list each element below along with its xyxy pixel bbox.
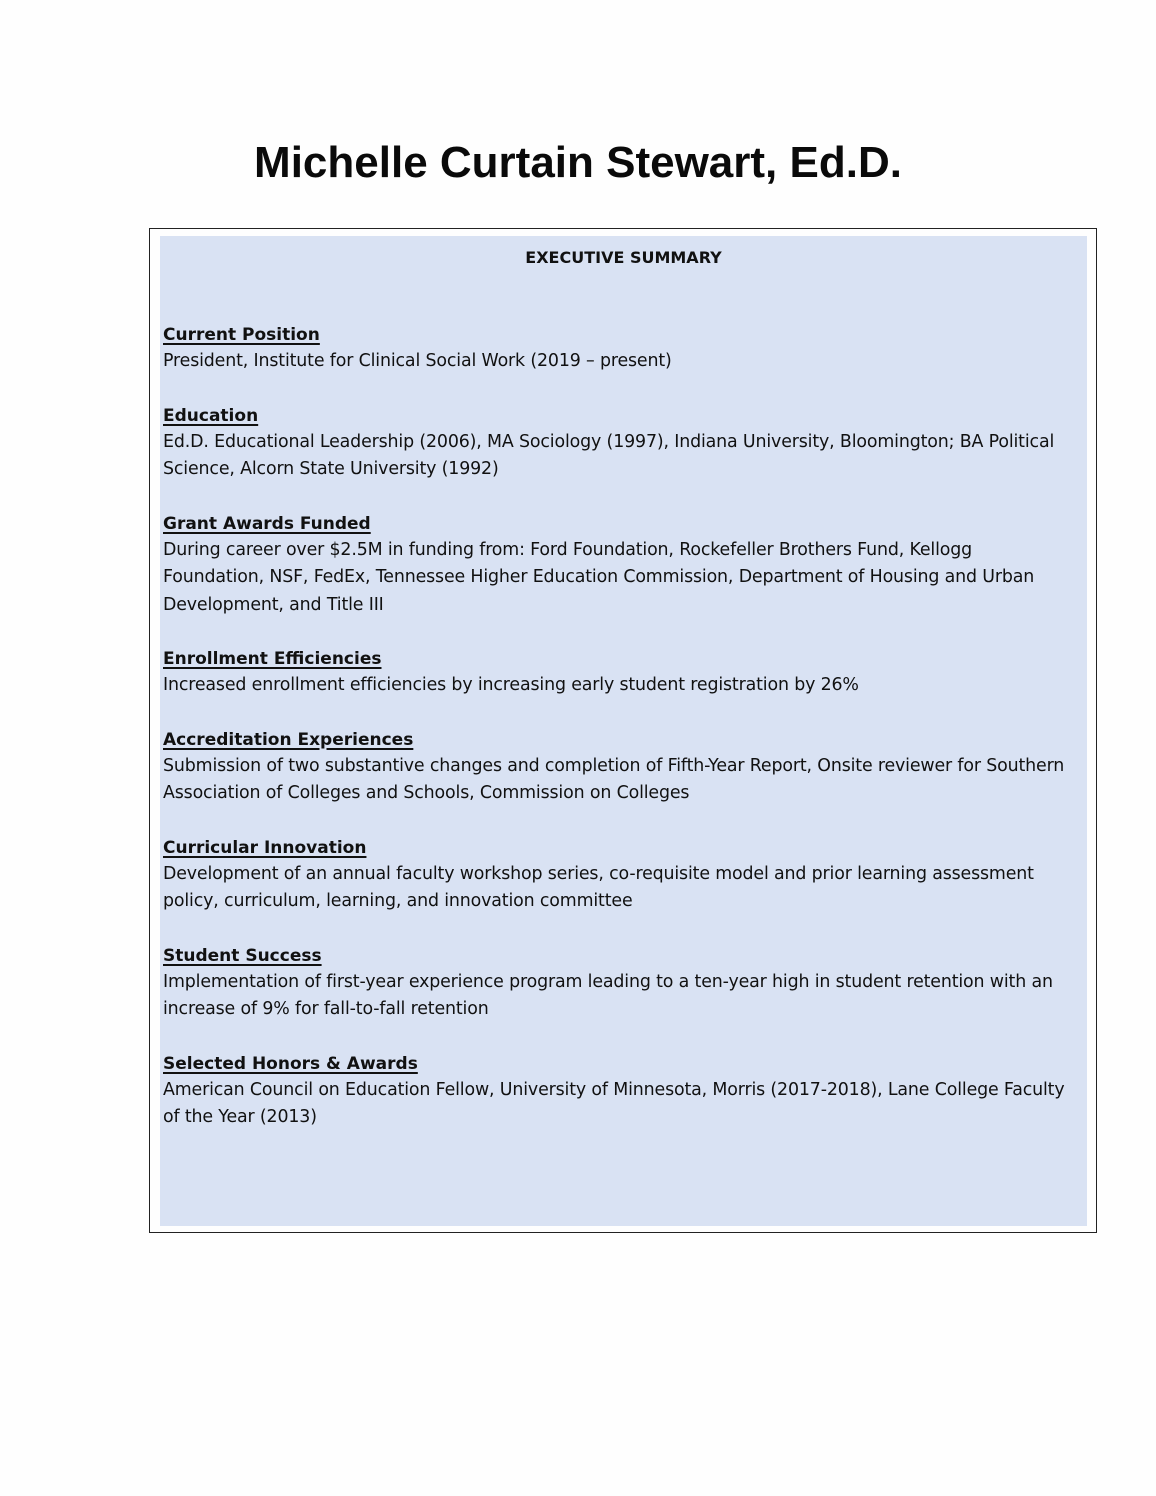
section-body: Increased enrollment efficiencies by increasing early student registration by 26% [163,675,859,695]
section-body: Development of an annual faculty workshop series, co-requisite model and prior learning assessment policy, curriculum, learning, and innovation committee [163,863,1034,911]
section-body: President, Institute for Clinical Social Work (2019 – present) [163,351,672,371]
section-current-position [163,322,1078,376]
resume-name-heading: Michelle Curtain Stewart, Ed.D. [254,138,902,187]
section-heading: Enrollment Efficiencies [163,649,382,669]
summary-sections [163,322,1078,1159]
section-honors-awards [163,1051,1078,1132]
section-grant-awards [163,511,1078,620]
section-heading: Education [163,405,259,426]
section-student-success [163,943,1078,1024]
section-body: During career over $2.5M in funding from: Ford Foundation, Rockefeller Brothers Fund, Kellogg Foundation, NSF, FedEx, Tennessee Higher Education Commission, Department of Housing and Urban Development, and Title III [163,539,1035,615]
section-enrollment-efficiencies [163,646,1078,700]
executive-summary-title: EXECUTIVE SUMMARY [525,248,722,267]
section-heading: Accreditation Experiences [163,729,414,750]
section-heading: Current Position [163,325,320,345]
section-heading: Grant Awards Funded [163,513,371,534]
section-heading: Student Success [163,945,322,966]
section-body: Submission of two substantive changes and completion of Fifth-Year Report, Onsite reviewer for Southern Association of Colleges and Schools, Commission on Colleges [163,755,1065,803]
section-body: Implementation of first-year experience program leading to a ten-year high in student retention with an increase of 9% for fall-to-fall retention [163,971,1053,1019]
executive-summary-panel [160,236,1087,1226]
section-curricular-innovation [163,835,1078,916]
section-body: American Council on Education Fellow, University of Minnesota, Morris (2017-2018), Lane College Faculty of the Year (2013) [163,1079,1065,1127]
section-accreditation [163,727,1078,808]
section-body: Ed.D. Educational Leadership (2006), MA Sociology (1997), Indiana University, Bloomington; BA Political Science, Alcorn State University (1992) [163,431,1055,479]
section-heading: Selected Honors & Awards [163,1053,418,1074]
section-heading: Curricular Innovation [163,837,367,858]
section-education [163,403,1078,484]
executive-summary-frame [149,228,1097,1233]
